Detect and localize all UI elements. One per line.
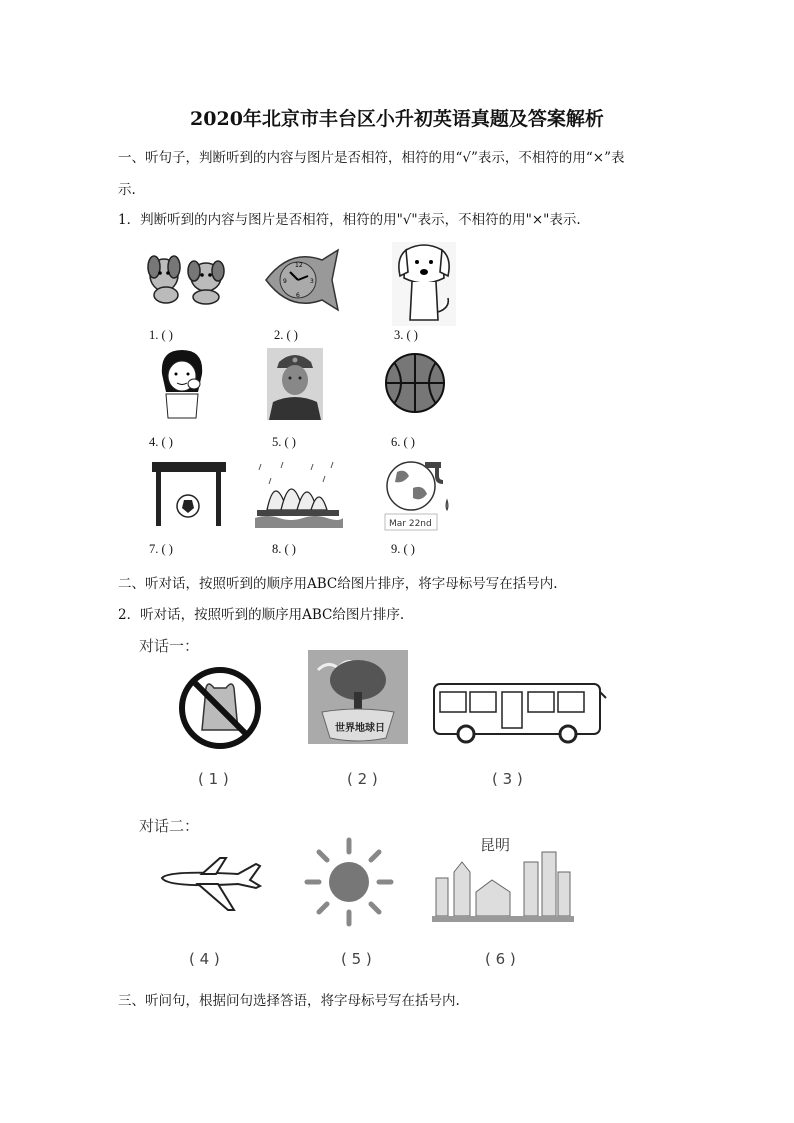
label-6: 6. ( ) xyxy=(391,435,415,449)
label-9: 9. ( ) xyxy=(391,542,415,556)
part2-heading: 二、听对话，按照听到的顺序用ABC给图片排序，将字母标号写在括号内. xyxy=(118,576,558,592)
label-4: 4. ( ) xyxy=(149,435,173,449)
caption-5: ( 5 ) xyxy=(341,950,372,968)
two-dogs-image xyxy=(140,247,232,307)
dialog-1-label: 对话一： xyxy=(139,637,200,655)
svg-text:3: 3 xyxy=(310,278,314,285)
caption-3: ( 3 ) xyxy=(492,770,523,788)
basketball-image xyxy=(384,352,446,414)
kunming-city-image xyxy=(432,832,574,924)
airplane-image xyxy=(158,852,262,914)
no-plastic-bag-sign xyxy=(178,666,262,750)
sydney-opera-house-image xyxy=(253,460,343,528)
soldier-photo xyxy=(267,348,323,420)
page-title: 2020年北京市丰台区小升初英语真题及答案解析 xyxy=(190,108,604,130)
water-day-image xyxy=(381,458,457,532)
label-1: 1. ( ) xyxy=(149,328,173,342)
dog-image xyxy=(392,242,456,326)
date-text: Mar 22nd xyxy=(389,519,432,529)
table-and-ball-image xyxy=(150,458,228,528)
part2-question: 2．听对话，按照听到的顺序用ABC给图片排序. xyxy=(118,607,405,623)
caption-4: ( 4 ) xyxy=(189,950,220,968)
svg-text:12: 12 xyxy=(295,262,303,269)
label-3: 3. ( ) xyxy=(394,328,418,342)
part1-heading-cont: 示. xyxy=(118,182,136,198)
caption-6: ( 6 ) xyxy=(485,950,516,968)
label-2: 2. ( ) xyxy=(274,328,298,342)
part3-heading: 三、听问句，根据问句选择答语，将字母标号写在括号内. xyxy=(118,993,460,1009)
label-5: 5. ( ) xyxy=(272,435,296,449)
svg-text:6: 6 xyxy=(296,292,300,299)
girl-image xyxy=(154,348,210,420)
part1-question: 1．判断听到的内容与图片是否相符，相符的用"√"表示，不相符的用"×"表示. xyxy=(118,212,581,228)
city-name-text: 昆明 xyxy=(480,836,511,854)
svg-text:9: 9 xyxy=(283,278,287,285)
sun-image xyxy=(303,836,395,928)
earth-day-image xyxy=(308,650,408,744)
bus-image xyxy=(432,680,608,744)
clock-fish-image xyxy=(262,246,340,314)
part1-heading: 一、听句子，判断听到的内容与图片是否相符，相符的用“√”表示，不相符的用“×”表 xyxy=(118,150,625,166)
dialog-2-label: 对话二： xyxy=(139,817,200,835)
caption-1: ( 1 ) xyxy=(198,770,229,788)
label-8: 8. ( ) xyxy=(272,542,296,556)
earth-day-text: 世界地球日 xyxy=(335,723,385,734)
label-7: 7. ( ) xyxy=(149,542,173,556)
caption-2: ( 2 ) xyxy=(347,770,378,788)
